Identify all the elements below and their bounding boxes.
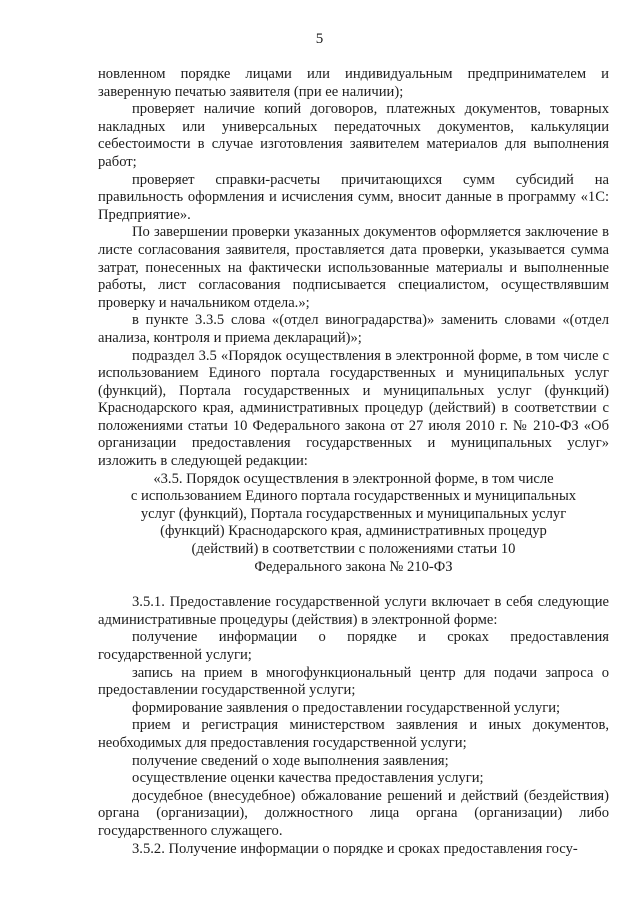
paragraph-subsection-3-5: подраздел 3.5 «Порядок осуществления в электронной форме, в том числе с использованием Единого портала государственных и муниципальных услуг (функций), Портала государственных и муниципальных услуг (функций) Краснодарского края, административных процедур (действий) в соответствии с положениями статьи 10 Федерального закона от 27 июля 2010 г. № 210-ФЗ «Об организации предоставления государственных и муниципальных услуг» изложить в следующей редакции:	[98, 347, 609, 470]
heading-spacer	[98, 576, 609, 594]
page-number: 5	[315, 31, 324, 47]
heading-line: (функций) Краснодарского края, административных процедур	[160, 523, 547, 540]
list-item-status: получение сведений о ходе выполнения заявления;	[132, 752, 449, 769]
paragraph-3-5-1: 3.5.1. Предоставление государственной услуги включает в себя следующие административные процедуры (действия) в электронной форме:	[98, 594, 609, 628]
paragraph-check-calculations: проверяет справки-расчеты причитающихся сумм субсидий на правильность оформления и исчисления сумм, вносит данные в программу «1С: Предприятие».	[98, 171, 609, 223]
heading-line: услуг (функций), Портала государственных и муниципальных услуг	[140, 505, 567, 522]
list-item-quality: осуществление оценки качества предоставления услуги;	[132, 770, 484, 787]
heading-line: с использованием Единого портала государственных и муниципальных	[130, 488, 577, 505]
list-item-info: получение информации о порядке и сроках предоставления государственной услуги;	[98, 629, 609, 663]
heading-line: (действий) в соответствии с положениями статьи 10	[191, 541, 516, 558]
paragraph-check-copies: проверяет наличие копий договоров, платежных документов, товарных накладных или универсальных передаточных документов, калькуляции себестоимости в случае изготовления заявителем материалов для выполнения работ;	[98, 101, 609, 170]
list-item-appointment: запись на прием в многофункциональный центр для подачи запроса о предоставлении государственной услуги;	[98, 664, 609, 699]
section-heading	[98, 471, 609, 577]
paragraph-continuation: новленном порядке лицами или индивидуальным предпринимателем и заверенную печатью заявителя (при ее наличии);	[98, 66, 609, 100]
paragraph-3-5-2: 3.5.2. Получение информации о порядке и сроках предоставления госу-	[132, 840, 578, 857]
list-item-registration: прием и регистрация министерством заявления и иных документов, необходимых для предоставления государственной услуги;	[98, 717, 609, 751]
paragraph-clause-3-3-5: в пункте 3.3.5 слова «(отдел виноградарства)» заменить словами «(отдел анализа, контроля и приема деклараций)»;	[98, 312, 609, 346]
list-item-application: формирование заявления о предоставлении государственной услуги;	[132, 699, 561, 716]
heading-line: Федерального закона № 210-ФЗ	[254, 558, 453, 575]
document-body	[98, 66, 609, 858]
paragraph-conclusion: По завершении проверки указанных документов оформляется заключение в листе согласования заявителя, проставляется дата проверки, указывается сумма затрат, понесенных на фактически использованные материалы и выполненные работы, лист согласования подписывается специалистом, осуществлявшим проверку и начальником отдела.»;	[98, 224, 609, 311]
list-item-appeal: досудебное (внесудебное) обжалование решений и действий (бездействия) органа (организации), должностного лица органа (организации) либо государственного служащего.	[98, 787, 609, 839]
heading-line: «3.5. Порядок осуществления в электронной форме, в том числе	[153, 470, 554, 487]
